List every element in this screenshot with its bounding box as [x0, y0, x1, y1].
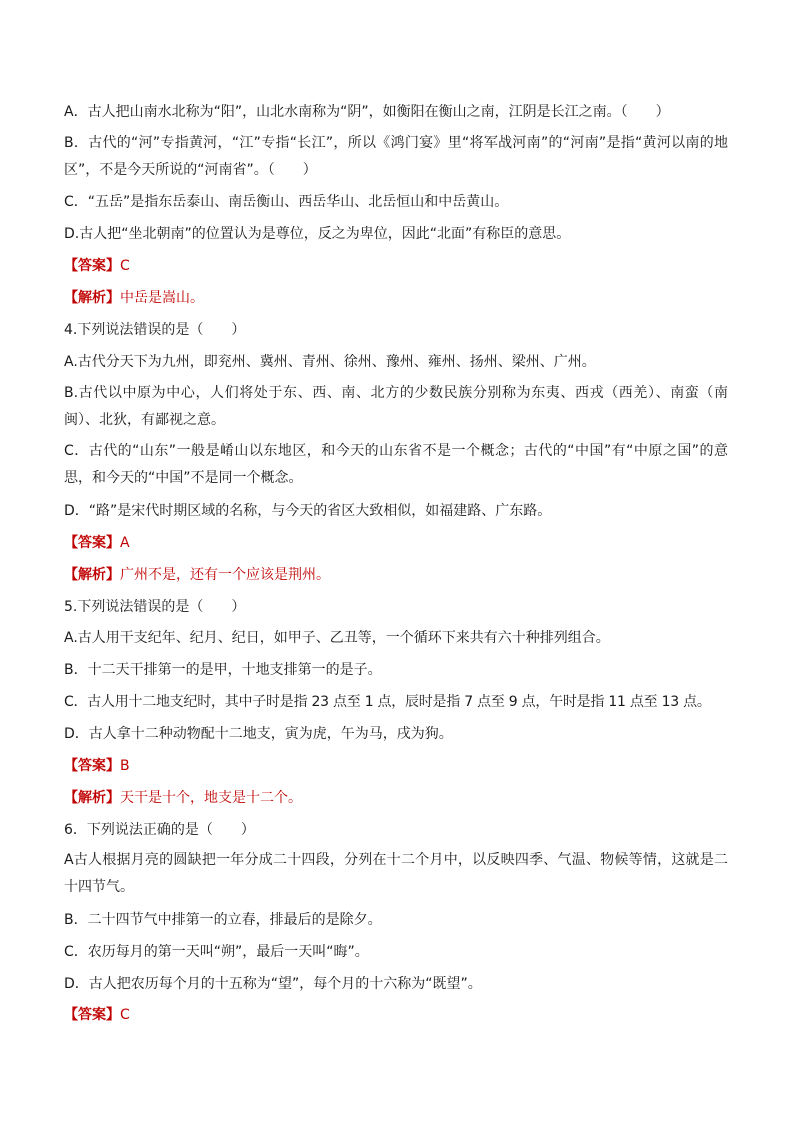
- q6-stem: 6．下列说法正确的是（ ）: [64, 821, 255, 838]
- q6-option-c: C．农历每月的第一天叫“朔”，最后一天叫“晦”。: [64, 943, 369, 960]
- answer-tag: 【答案】: [64, 1007, 120, 1024]
- q5-option-b: B．十二天干排第一的是甲，十地支排第一的是子。: [64, 662, 382, 679]
- q5-stem: 5.下列说法错误的是（ ）: [64, 598, 246, 615]
- q5-option-c: C．古人用十二地支纪时，其中子时是指 23 点至 1 点，辰时是指 7 点至 9 点，午时是指 11 点至 13 点。: [64, 693, 711, 710]
- analysis-text: 中岳是嵩山。: [120, 289, 204, 306]
- analysis-text: 广州不是，还有一个应该是荆州。: [120, 566, 330, 583]
- q5-analysis: [64, 789, 728, 807]
- analysis-tag: 【解析】: [64, 566, 120, 583]
- answer-value: A: [120, 534, 130, 551]
- answer-tag: 【答案】: [64, 534, 120, 551]
- analysis-tag: 【解析】: [64, 789, 120, 806]
- q3-option-c: C．“五岳”是指东岳泰山、南岳衡山、西岳华山、北岳恒山和中岳黄山。: [64, 194, 509, 211]
- q5-answer: [64, 757, 728, 775]
- q4-analysis: [64, 566, 728, 584]
- answer-value: C: [120, 1007, 130, 1024]
- q3-option-a: A．古人把山南水北称为“阳”，山北水南称为“阴”，如衡阳在衡山之南，江阴是长江之南。（ ）: [64, 104, 670, 120]
- analysis-tag: 【解析】: [64, 289, 120, 306]
- q3-option-b: B．古代的“河”专指黄河，“江”专指“长江”，所以《鸿门宴》里“将军战河南”的“河南”是指“黄河以南的地区”，不是今天所说的“河南省”。（ ）: [64, 134, 728, 178]
- q6-option-a: A古人根据月亮的圆缺把一年分成二十四段，分列在十二个月中，以反映四季、气温、物候等情，这就是二十四节气。: [64, 852, 728, 896]
- q6-answer: [64, 1006, 728, 1024]
- analysis-text: 天干是十个，地支是十二个。: [120, 789, 302, 806]
- answer-value: C: [120, 257, 130, 274]
- answer-tag: 【答案】: [64, 757, 120, 774]
- q4-option-d: D．“路”是宋代时期区域的名称，与今天的省区大致相似，如福建路、广东路。: [64, 502, 552, 519]
- q4-option-c: C．古代的“山东”一般是崤山以东地区，和今天的山东省不是一个概念；古代的“中国”有“中原之国”的意思，和今天的“中国”不是同一个概念。: [64, 443, 728, 487]
- q3-analysis: [64, 289, 728, 307]
- answer-value: B: [120, 757, 130, 774]
- question-content: [64, 103, 728, 1038]
- q4-answer: [64, 534, 728, 552]
- q6-option-b: B．二十四节气中排第一的立春，排最后的是除夕。: [64, 911, 382, 928]
- q6-option-d: D．古人把农历每个月的十五称为“望”，每个月的十六称为“既望”。: [64, 975, 482, 992]
- q3-answer: [64, 257, 728, 275]
- q4-option-a: A.古代分天下为九州，即兖州、冀州、青州、徐州、豫州、雍州、扬州、梁州、广州。: [64, 353, 596, 370]
- q4-stem: 4.下列说法错误的是（ ）: [64, 321, 246, 338]
- q3-option-d: D.古人把“坐北朝南”的位置认为是尊位，反之为卑位，因此“北面”有称臣的意思。: [64, 226, 571, 243]
- answer-tag: 【答案】: [64, 257, 120, 274]
- q5-option-d: D．古人拿十二种动物配十二地支，寅为虎，午为马，戌为狗。: [64, 725, 453, 742]
- q5-option-a: A.古人用干支纪年、纪月、纪日，如甲子、乙丑等，一个循环下来共有六十种排列组合。: [64, 630, 610, 647]
- q4-option-b: B.古代以中原为中心，人们将处于东、西、南、北方的少数民族分别称为东夷、西戎（西羌）、南蛮（南闽）、北狄，有鄙视之意。: [64, 384, 728, 428]
